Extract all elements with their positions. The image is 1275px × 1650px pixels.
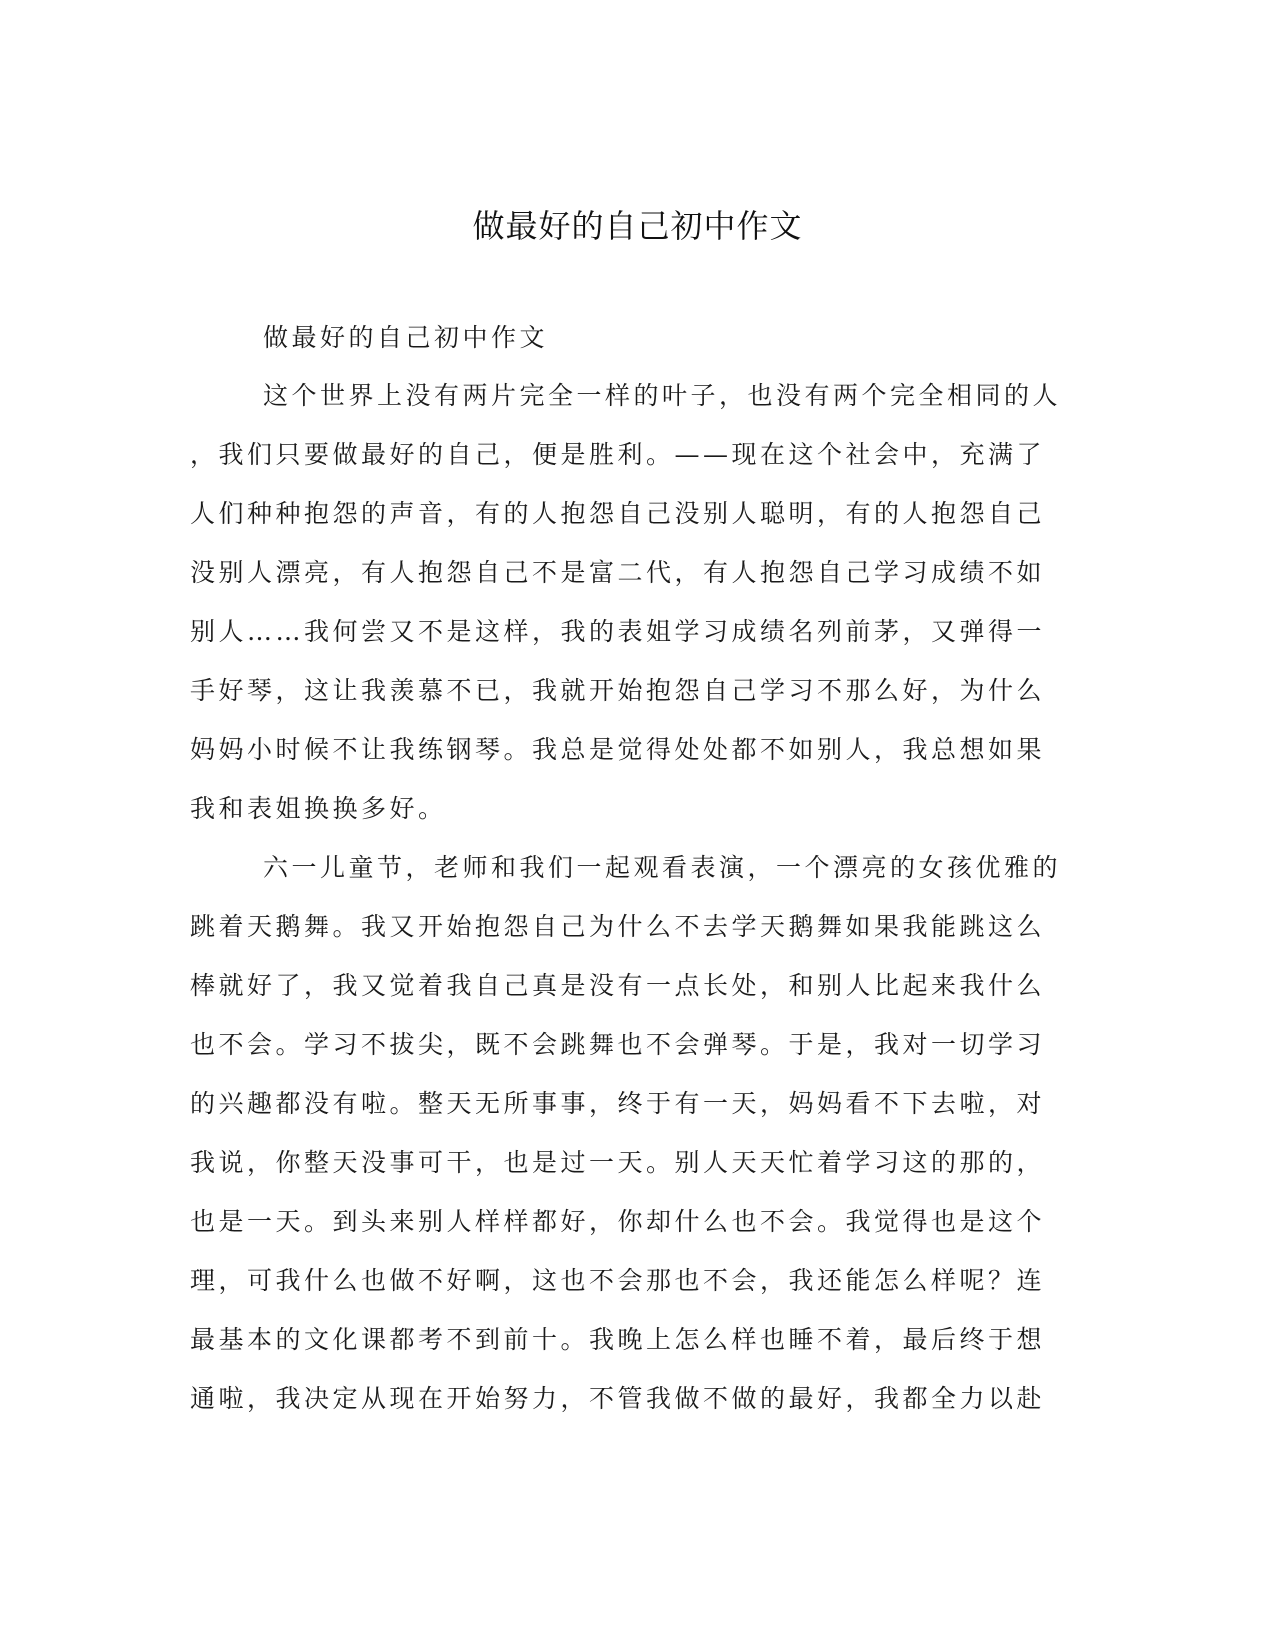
text-line: 我和表姐换换多好。 [190,794,447,823]
text-line: 手好琴，这让我羡慕不已，我就开始抱怨自己学习不那么好，为什么 [190,676,1046,705]
document-title: 做最好的自己初中作文 [472,207,803,245]
text-line: 没别人漂亮，有人抱怨自己不是富二代，有人抱怨自己学习成绩不如 [190,558,1046,587]
text-line: 别人……我何尝又不是这样，我的表姐学习成绩名列前茅，又弹得一 [190,617,1046,646]
text-line: 六一儿童节，老师和我们一起观看表演，一个漂亮的女孩优雅的 [263,853,1062,882]
text-line: 最基本的文化课都考不到前十。我晚上怎么样也睡不着，最后终于想 [190,1325,1046,1354]
text-line: 的兴趣都没有啦。整天无所事事，终于有一天，妈妈看不下去啦，对 [190,1089,1046,1118]
text-line: 这个世界上没有两片完全一样的叶子，也没有两个完全相同的人 [263,381,1062,410]
text-line: ，我们只要做最好的自己，便是胜利。——现在这个社会中，充满了 [190,440,1046,469]
text-line: 人们种种抱怨的声音，有的人抱怨自己没别人聪明，有的人抱怨自己 [190,499,1046,528]
text-line: 也是一天。到头来别人样样都好，你却什么也不会。我觉得也是这个 [190,1207,1046,1236]
text-line: 也不会。学习不拔尖，既不会跳舞也不会弹琴。于是，我对一切学习 [190,1030,1046,1059]
text-line: 通啦，我决定从现在开始努力，不管我做不做的最好，我都全力以赴 [190,1384,1046,1413]
text-line: 妈妈小时候不让我练钢琴。我总是觉得处处都不如别人，我总想如果 [190,735,1046,764]
text-line: 我说，你整天没事可干，也是过一天。别人天天忙着学习这的那的， [190,1148,1046,1177]
text-line: 做最好的自己初中作文 [263,323,549,352]
text-line: 跳着天鹅舞。我又开始抱怨自己为什么不去学天鹅舞如果我能跳这么 [190,912,1046,941]
text-line: 理，可我什么也做不好啊，这也不会那也不会，我还能怎么样呢？连 [190,1266,1046,1295]
text-line: 棒就好了，我又觉着我自己真是没有一点长处，和别人比起来我什么 [190,971,1046,1000]
